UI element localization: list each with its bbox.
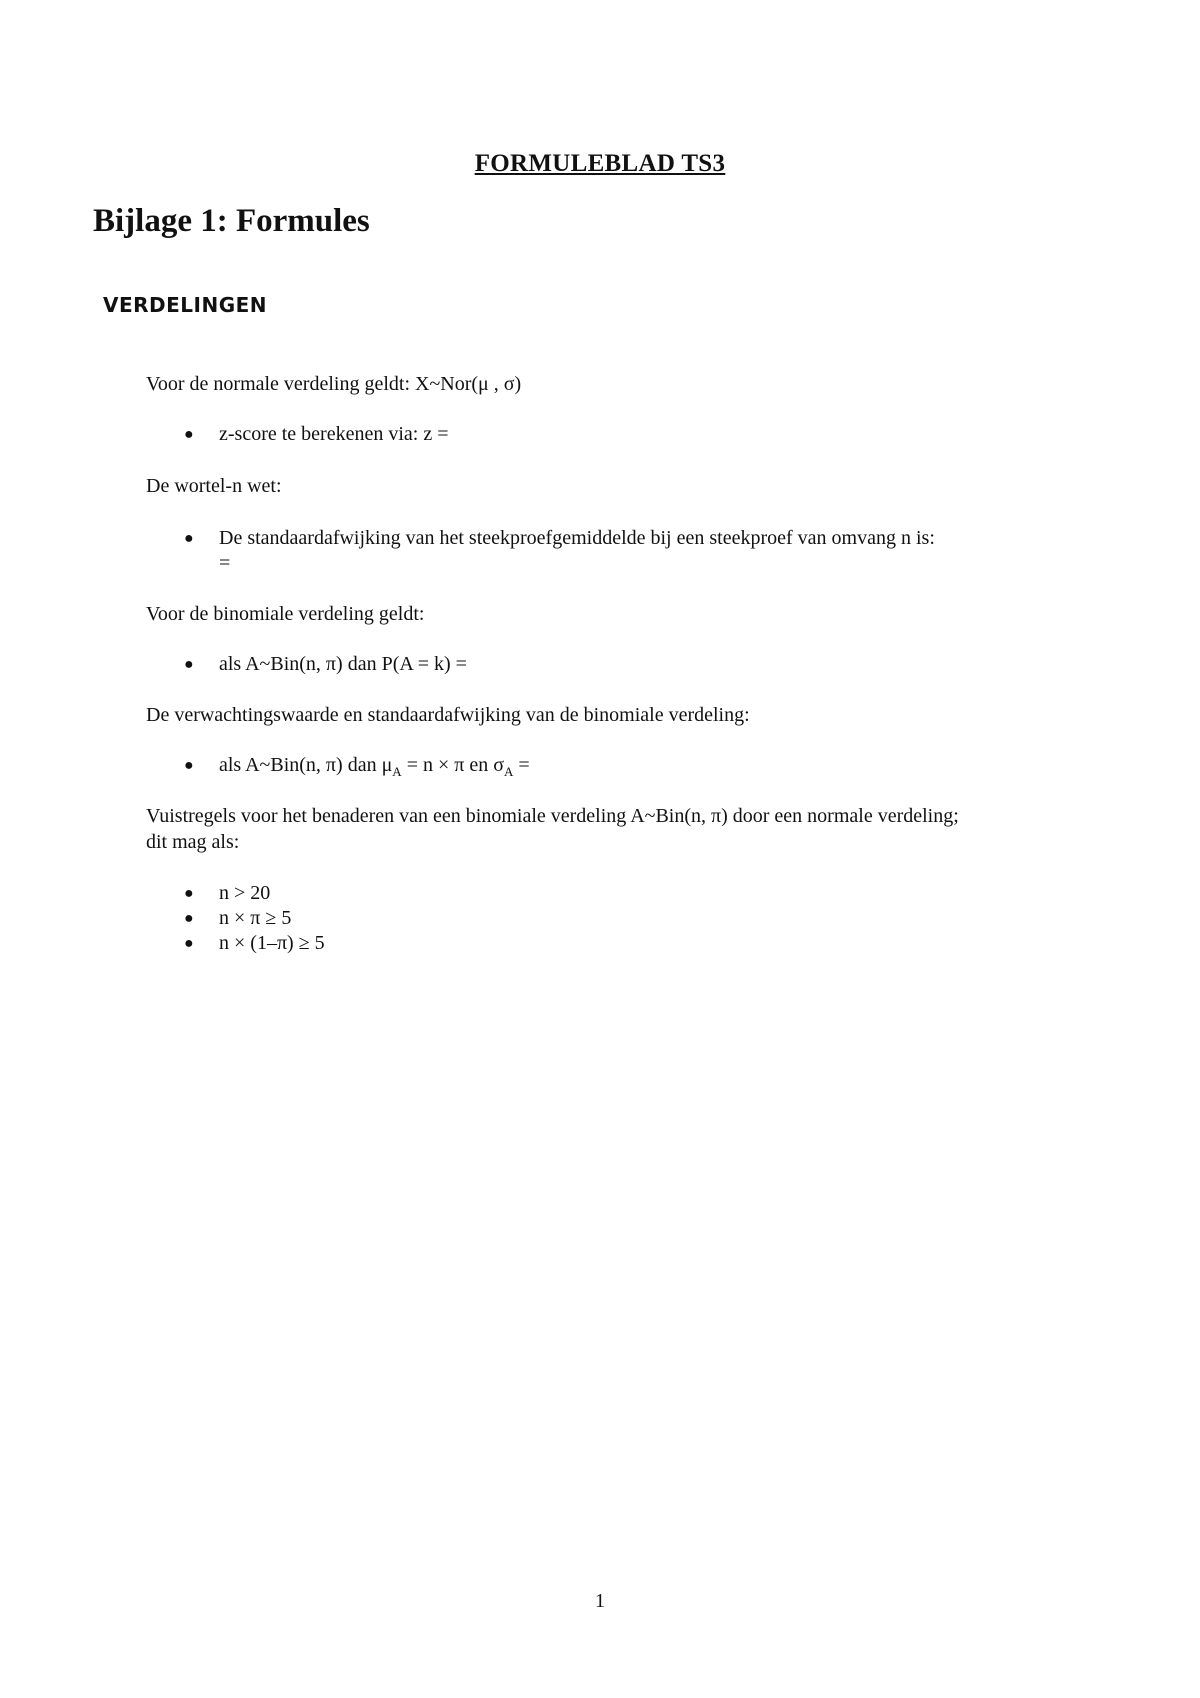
rule-item: n × π ≥ 5 xyxy=(219,907,292,929)
bullet-icon: ● xyxy=(184,426,194,443)
bullet-icon: ● xyxy=(184,910,194,927)
bullet-icon: ● xyxy=(184,656,194,673)
bullet-icon: ● xyxy=(184,885,194,902)
expectation-text: De verwachtingswaarde en standaardafwijking van de binomiale verdeling: xyxy=(146,704,750,726)
z-score-item: z-score te berekenen via: z = xyxy=(219,423,449,445)
expectation-item: als A~Bin(n, π) dan $\mu_A = n \times \pi$ en $\sigma_A$ = xyxy=(219,754,530,779)
bullet-icon: ● xyxy=(184,530,194,547)
rules-of-thumb-text-cont: dit mag als: xyxy=(146,831,240,853)
rule-item: n × (1–π) ≥ 5 xyxy=(219,932,325,954)
root-n-law-text: De wortel-n wet: xyxy=(146,475,282,497)
appendix-heading: Bijlage 1: Formules xyxy=(93,203,370,239)
bullet-icon: ● xyxy=(184,935,194,952)
normal-distribution-text: Voor de normale verdeling geldt: X~Nor(μ , σ) xyxy=(146,373,522,395)
std-dev-item: De standaardafwijking van het steekproefgemiddelde bij een steekproef van omvang n is: xyxy=(219,527,935,549)
document-title: FORMULEBLAD TS3 xyxy=(474,150,726,177)
page-number: 1 xyxy=(595,1590,605,1612)
section-heading: VERDELINGEN xyxy=(103,293,268,317)
rule-item: n > 20 xyxy=(219,882,271,904)
binomial-distribution-text: Voor de binomiale verdeling geldt: xyxy=(146,603,425,625)
rules-of-thumb-text: Vuistregels voor het benaderen van een binomiale verdeling A~Bin(n, π) door een normale verdeling; xyxy=(146,805,959,827)
bullet-icon: ● xyxy=(184,757,194,774)
std-dev-item-formula: = xyxy=(219,552,231,574)
binomial-probability-item: als A~Bin(n, π) dan P(A = k) = xyxy=(219,653,467,675)
